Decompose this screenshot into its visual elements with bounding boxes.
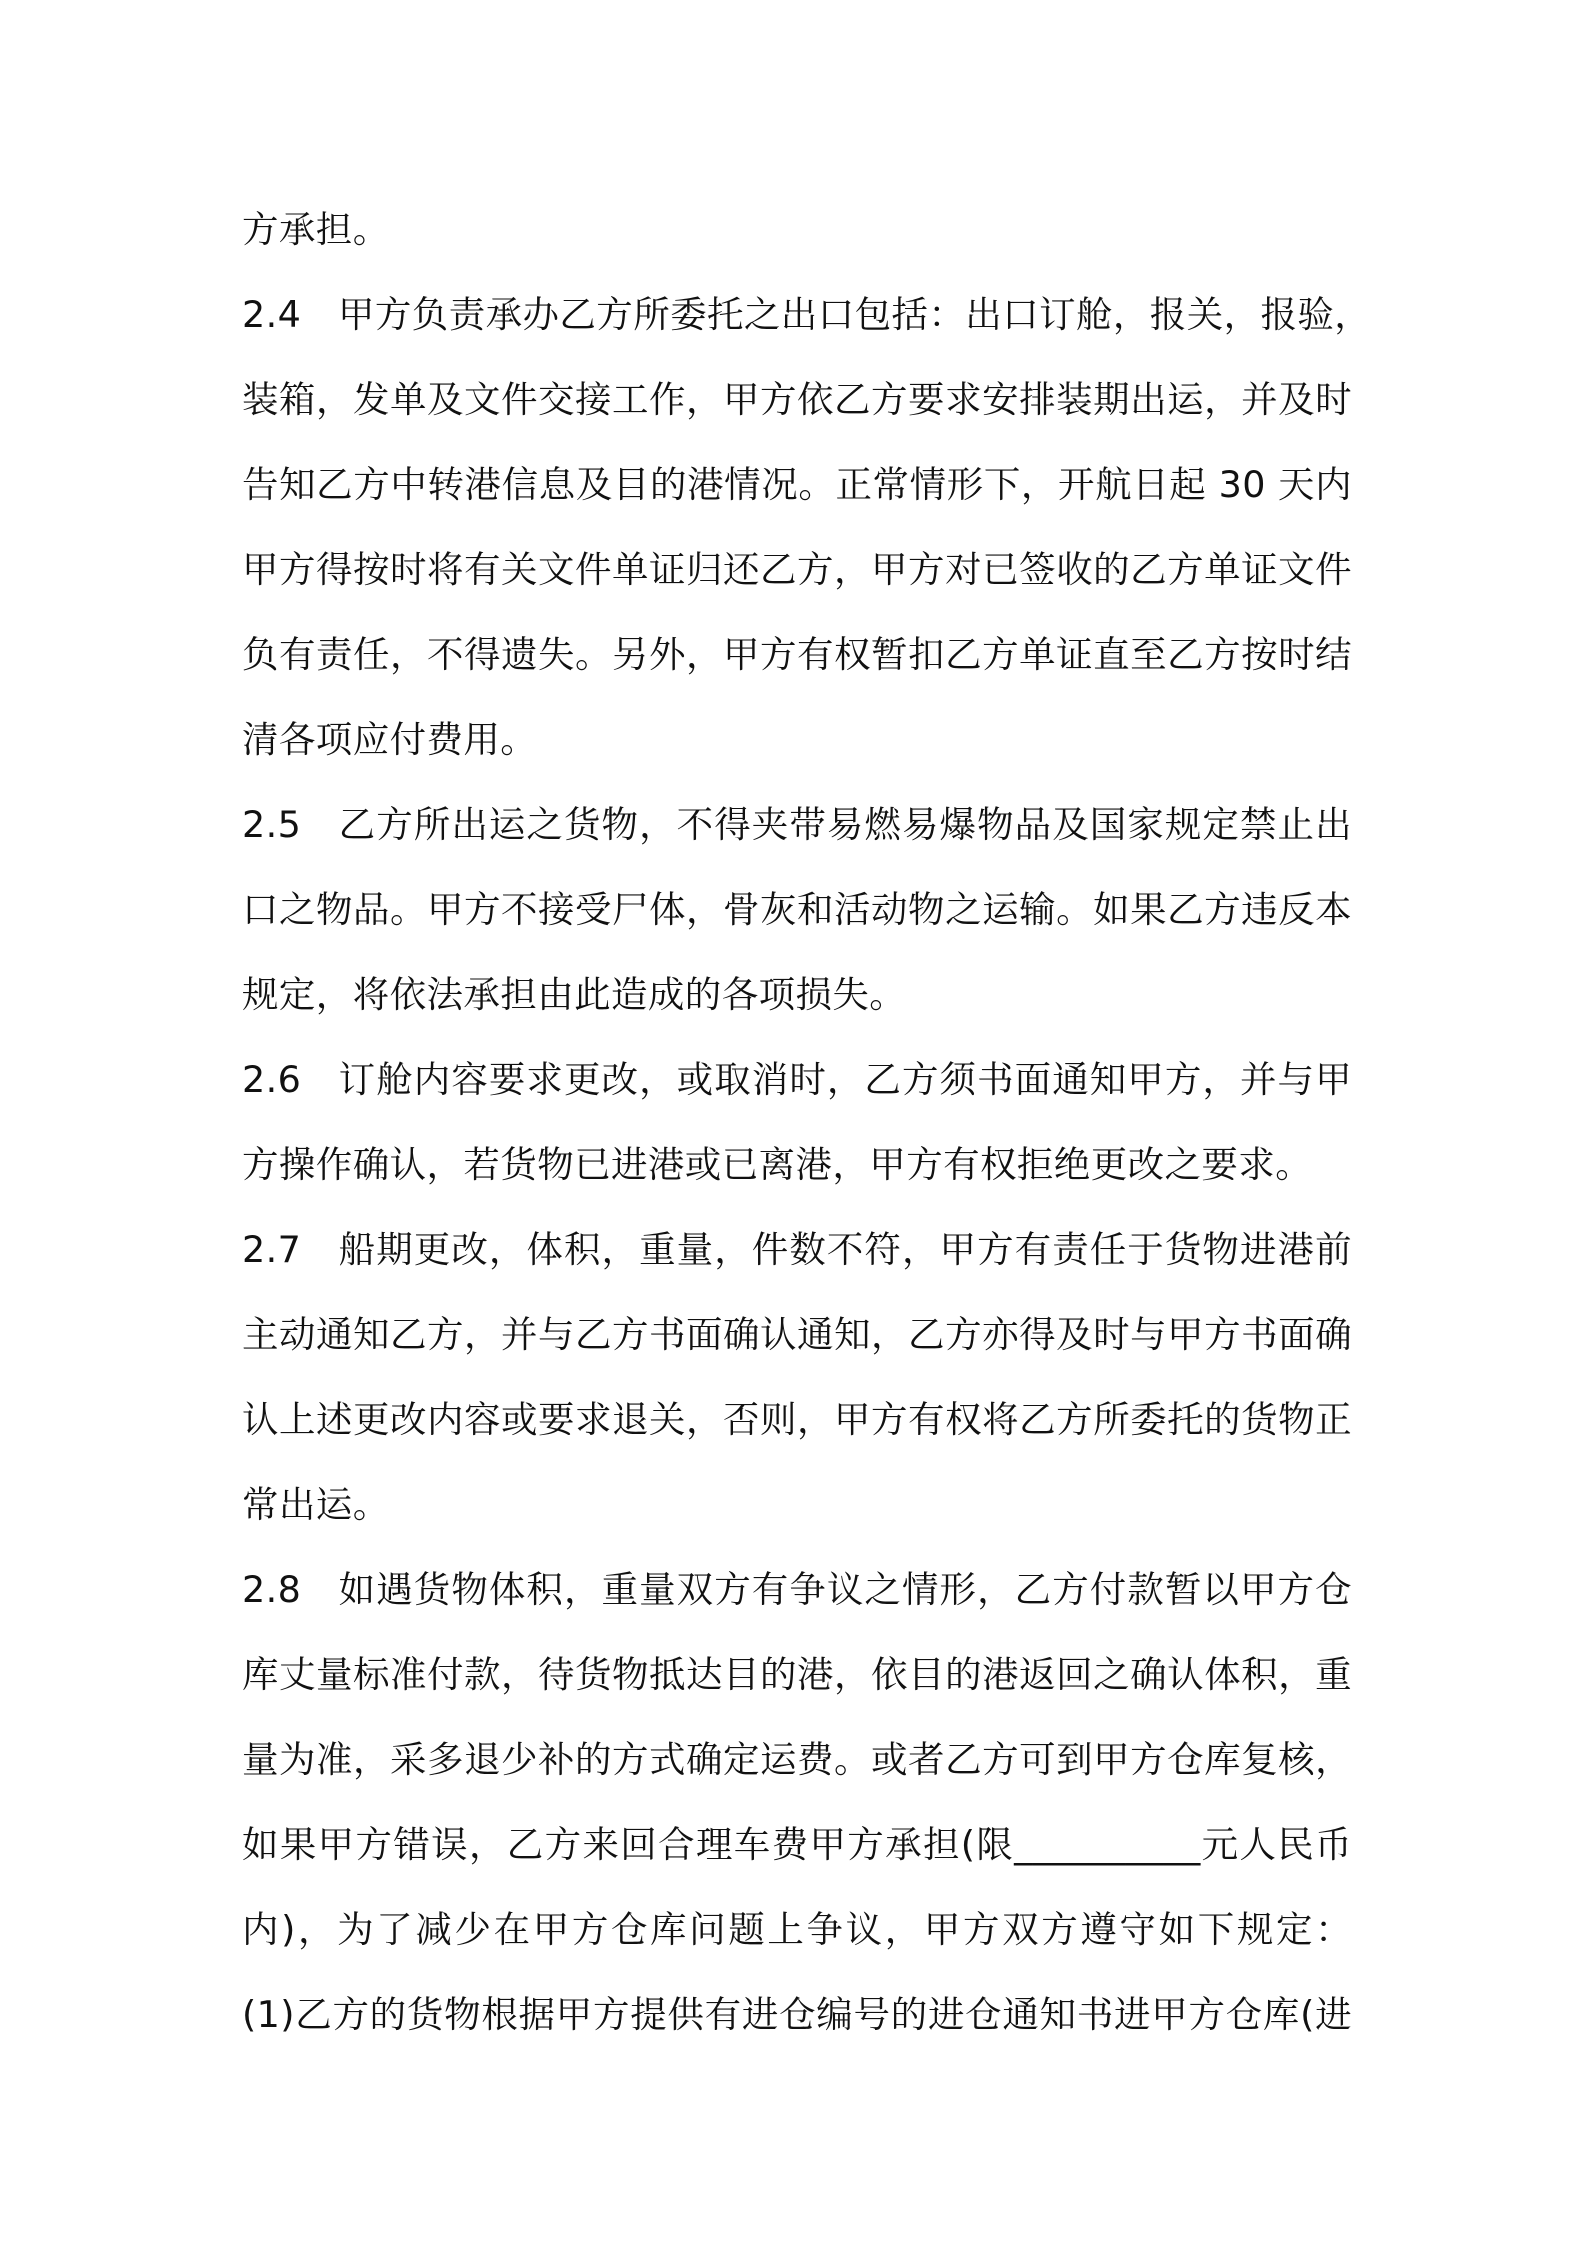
text-line bbox=[242, 375, 1352, 425]
section-number: 2.6 bbox=[242, 1058, 302, 1101]
text-line-content: 甲方得按时将有关文件单证归还乙方，甲方对已签收的乙方单证文件 bbox=[242, 548, 1352, 591]
text-line bbox=[242, 1820, 1352, 1870]
text-line bbox=[242, 1140, 1312, 1190]
text-line bbox=[242, 545, 1352, 595]
text-line bbox=[242, 970, 906, 1020]
text-line bbox=[242, 1480, 390, 1530]
clause-2-7-line bbox=[242, 1225, 1352, 1275]
text-line-content: 量为准，采多退少补的方式确定运费。或者乙方可到甲方仓库复核， bbox=[242, 1738, 1352, 1781]
text-line-content: 口之物品。甲方不接受尸体，骨灰和活动物之运输。如果乙方违反本 bbox=[242, 888, 1352, 931]
text-line-content: 如果甲方错误，乙方来回合理车费甲方承担(限__________元人民币 bbox=[242, 1823, 1352, 1866]
text-line-content: 方操作确认，若货物已进港或已离港，甲方有权拒绝更改之要求。 bbox=[242, 1143, 1313, 1186]
text-line bbox=[242, 715, 537, 765]
clause-2-6-line bbox=[242, 1055, 1352, 1105]
clause-2-5-line bbox=[242, 800, 1352, 850]
text-line-content: 内)，为了减少在甲方仓库问题上争议，甲方双方遵守如下规定： bbox=[242, 1908, 1352, 1951]
section-number: 2.5 bbox=[242, 803, 302, 846]
section-number: 2.7 bbox=[242, 1228, 302, 1271]
text-line-content: 装箱，发单及文件交接工作，甲方依乙方要求安排装期出运，并及时 bbox=[242, 378, 1352, 421]
text-line bbox=[242, 1395, 1352, 1445]
section-number: 2.8 bbox=[242, 1568, 302, 1611]
text-line-content: 负有责任，不得遗失。另外，甲方有权暂扣乙方单证直至乙方按时结 bbox=[242, 633, 1352, 676]
text-line bbox=[242, 1990, 1352, 2040]
text-line-content: 乙方所出运之货物，不得夹带易燃易爆物品及国家规定禁止出 bbox=[338, 803, 1352, 846]
text-line-content: 库丈量标准付款，待货物抵达目的港，依目的港返回之确认体积，重 bbox=[242, 1653, 1352, 1696]
text-line-content: 船期更改，体积，重量，件数不符，甲方有责任于货物进港前 bbox=[338, 1228, 1352, 1271]
section-number: 2.4 bbox=[242, 293, 302, 336]
text-line bbox=[242, 630, 1352, 680]
text-line-content: 告知乙方中转港信息及目的港情况。正常情形下，开航日起 30 天内 bbox=[242, 463, 1352, 506]
text-line-content: 认上述更改内容或要求退关，否则，甲方有权将乙方所委托的货物正 bbox=[242, 1398, 1352, 1441]
clause-2-4-line bbox=[242, 290, 1372, 340]
text-line-content: (1)乙方的货物根据甲方提供有进仓编号的进仓通知书进甲方仓库(进 bbox=[242, 1993, 1352, 2036]
text-line bbox=[242, 460, 1352, 510]
text-line-content: 甲方负责承办乙方所委托之出口包括：出口订舱，报关，报验， bbox=[338, 293, 1372, 336]
text-line bbox=[242, 1905, 1352, 1955]
text-line-content: 常出运。 bbox=[242, 1483, 390, 1526]
text-line-content: 主动通知乙方，并与乙方书面确认通知，乙方亦得及时与甲方书面确 bbox=[242, 1313, 1352, 1356]
text-line-content: 清各项应付费用。 bbox=[242, 718, 538, 761]
text-line bbox=[242, 1650, 1352, 1700]
text-line bbox=[242, 205, 390, 255]
text-line bbox=[242, 1735, 1352, 1785]
text-line-content: 订舱内容要求更改，或取消时，乙方须书面通知甲方，并与甲 bbox=[338, 1058, 1352, 1101]
text-line bbox=[242, 885, 1352, 935]
text-line bbox=[242, 1310, 1352, 1360]
text-line-content: 如遇货物体积，重量双方有争议之情形，乙方付款暂以甲方仓 bbox=[338, 1568, 1352, 1611]
clause-2-8-line bbox=[242, 1565, 1352, 1615]
text-line-content: 方承担。 bbox=[242, 208, 390, 251]
text-line-content: 规定，将依法承担由此造成的各项损失。 bbox=[242, 973, 907, 1016]
